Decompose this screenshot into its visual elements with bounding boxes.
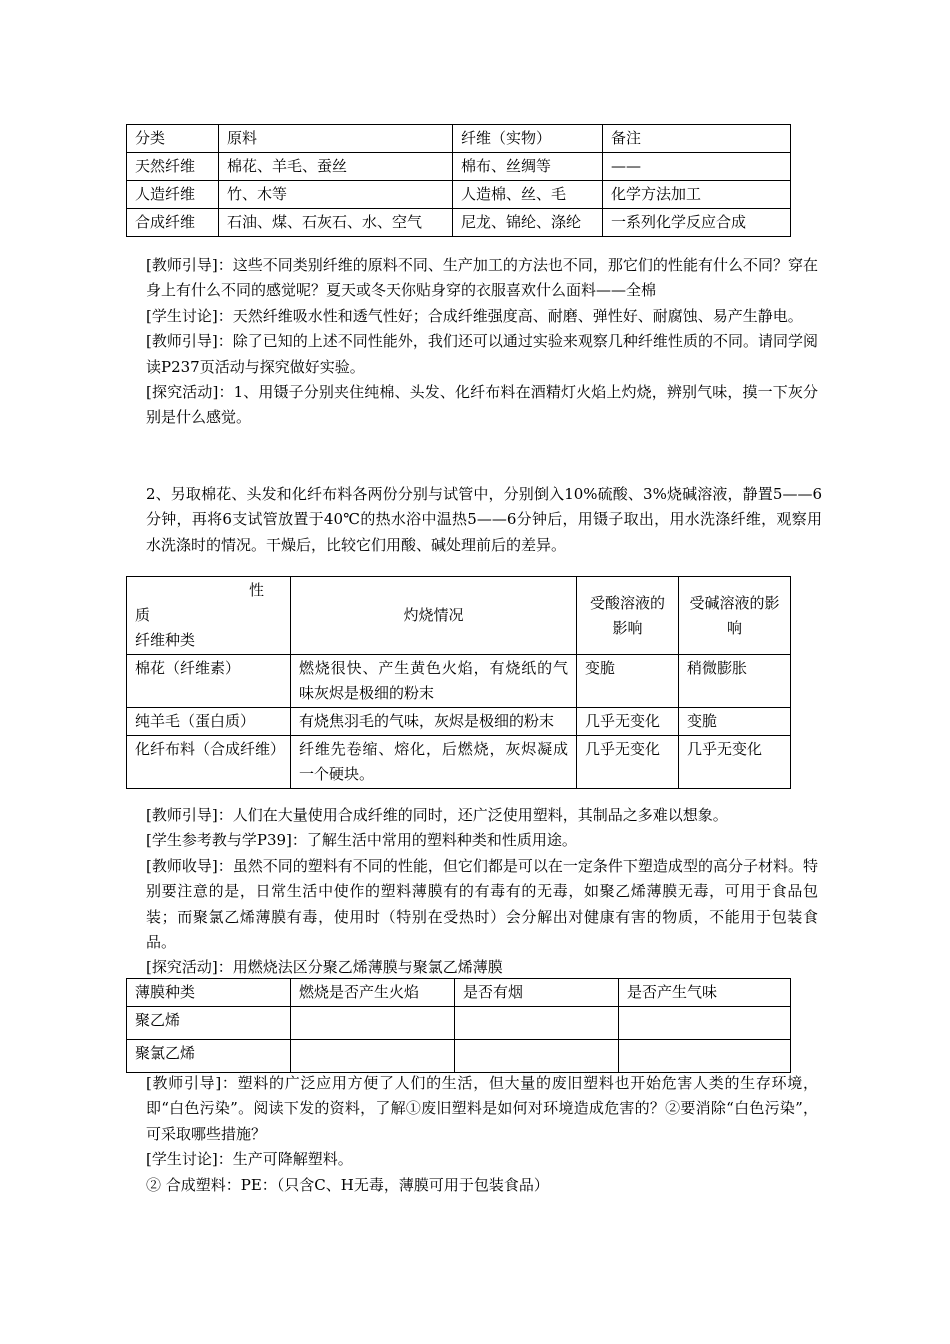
table-cell: 有烧焦羽毛的气味，灰烬是极细的粉末 xyxy=(291,708,577,736)
header-cell: 受酸溶液的影响 xyxy=(577,577,679,655)
table-cell: 天然纤维 xyxy=(127,153,219,181)
table-cell: 燃烧很快、产生黄色火焰，有烧纸的气味灰烬是极细的粉末 xyxy=(291,655,577,708)
table-cell: 人造纤维 xyxy=(127,181,219,209)
table-cell: 几乎无变化 xyxy=(577,736,679,789)
table-cell: 几乎无变化 xyxy=(577,708,679,736)
header-cell: 备注 xyxy=(603,125,791,153)
activity-paragraph: [探究活动]：1、用镊子分别夹住纯棉、头发、化纤布料在酒精灯火焰上灼烧，辨别气味，摸一下灰分别是什么感觉。 xyxy=(146,383,818,427)
table-cell: 合成纤维 xyxy=(127,209,219,237)
table-cell: 一系列化学反应合成 xyxy=(603,209,791,237)
table-row xyxy=(127,181,791,209)
activity-step-2: 2、另取棉花、头发和化纤布料各两份分别与试管中，分别倒入10%硫酸、3%烧碱溶液，静置5——6分钟，再将6支试管放置于40℃的热水浴中温热5——6分钟后，用镊子取出，用水洗涤纤维，观察用水洗涤时的情况。干燥后，比较它们用酸、碱处理前后的差异。 xyxy=(146,485,822,554)
table-cell: 尼龙、锦纶、涤纶 xyxy=(453,209,603,237)
empty-cell xyxy=(619,1007,791,1040)
activity-paragraph: [探究活动]：用燃烧法区分聚乙烯薄膜与聚氯乙烯薄膜 xyxy=(146,958,503,977)
student-discussion-paragraph: [学生讨论]：生产可降解塑料。 xyxy=(146,1150,353,1169)
table-row xyxy=(127,736,791,789)
table-header-row xyxy=(127,577,791,655)
table-row xyxy=(127,655,791,708)
empty-cell xyxy=(455,1007,619,1040)
empty-cell xyxy=(455,1040,619,1073)
header-cell: 纤维（实物） xyxy=(453,125,603,153)
table-cell: 聚氯乙烯 xyxy=(127,1040,291,1073)
table-cell: 人造棉、丝、毛 xyxy=(453,181,603,209)
header-cell: 原料 xyxy=(219,125,453,153)
empty-cell xyxy=(619,1040,791,1073)
corner-label-property: 性 xyxy=(248,581,264,599)
table-row xyxy=(127,209,791,237)
table-header-row xyxy=(127,125,791,153)
table-cell: —— xyxy=(603,153,791,181)
student-discussion-paragraph: [学生讨论]：天然纤维吸水性和透气性好；合成纤维强度高、耐磨、弹性好、耐腐蚀、易产生静电。 xyxy=(146,306,803,325)
header-cell: 分类 xyxy=(127,125,219,153)
header-cell: 是否有烟 xyxy=(455,979,619,1007)
table-cell: 竹、木等 xyxy=(219,181,453,209)
table-header-row xyxy=(127,979,791,1007)
teacher-summary-paragraph: [教师收导]：虽然不同的塑料有不同的性能，但它们都是可以在一定条件下塑造成型的高分子材料。特别要注意的是，日常生活中使作的塑料薄膜有的有毒有的无毒，如聚乙烯薄膜无毒，可用于食品包装；而聚氯乙烯薄膜有毒，使用时（特别在受热时）会分解出对健康有害的物质，不能用于包装食品。 xyxy=(146,856,818,952)
table-cell: 化纤布料（合成纤维） xyxy=(127,736,291,789)
table-cell: 棉花（纤维素） xyxy=(127,655,291,708)
corner-label-fiber-type: 纤维种类 xyxy=(135,631,196,649)
header-cell: 灼烧情况 xyxy=(291,577,577,655)
table-cell: 变脆 xyxy=(577,655,679,708)
table-cell: 棉花、羊毛、蚕丝 xyxy=(219,153,453,181)
header-cell: 是否产生气味 xyxy=(619,979,791,1007)
table-cell: 纯羊毛（蛋白质） xyxy=(127,708,291,736)
table-cell: 聚乙烯 xyxy=(127,1007,291,1040)
empty-cell xyxy=(291,1007,455,1040)
table-cell: 棉布、丝绸等 xyxy=(453,153,603,181)
table-cell: 变脆 xyxy=(679,708,791,736)
fiber-classification-table xyxy=(126,124,791,237)
table-row xyxy=(127,708,791,736)
table-cell: 几乎无变化 xyxy=(679,736,791,789)
teacher-guide-paragraph: [教师引导]：人们在大量使用合成纤维的同时，还广泛使用塑料，其制品之多难以想象。 xyxy=(146,806,728,824)
table-row xyxy=(127,1007,791,1040)
diagonal-header-cell xyxy=(127,577,291,655)
synthetic-plastic-paragraph: ② 合成塑料：PE：（只含C、H无毒，薄膜可用于包装食品） xyxy=(146,1175,549,1194)
table-cell: 稍微膨胀 xyxy=(679,655,791,708)
teacher-guide-paragraph: [教师引导]：除了已知的上述不同性能外，我们还可以通过实验来观察几种纤维性质的不同。请同学阅读P237页活动与探究做好实验。 xyxy=(146,332,818,376)
text-block-2 xyxy=(146,803,818,981)
student-reference-paragraph: [学生参考教与学P39]：了解生活中常用的塑料种类和性质用途。 xyxy=(146,831,577,850)
teacher-guide-paragraph: [教师引导]：这些不同类别纤维的原料不同、生产加工的方法也不同，那它们的性能有什么不同？穿在身上有什么不同的感觉呢？夏天或冬天你贴身穿的衣服喜欢什么面料——全棉 xyxy=(146,256,818,300)
film-test-table xyxy=(126,978,791,1073)
teacher-guide-paragraph: [教师引导]：塑料的广泛应用方便了人们的生活，但大量的废旧塑料也开始危害人类的生存环境，即“白色污染”。阅读下发的资料，了解①废旧塑料是如何对环境造成危害的？②要消除“白色污染”，可采取哪些措施？ xyxy=(146,1074,818,1143)
empty-cell xyxy=(291,1040,455,1073)
text-block-1 xyxy=(146,253,818,431)
table-row xyxy=(127,1040,791,1073)
table-cell: 化学方法加工 xyxy=(603,181,791,209)
header-cell: 薄膜种类 xyxy=(127,979,291,1007)
header-cell: 燃烧是否产生火焰 xyxy=(291,979,455,1007)
table-row xyxy=(127,153,791,181)
header-cell: 受碱溶液的影响 xyxy=(679,577,791,655)
fiber-properties-table xyxy=(126,576,791,789)
text-block-3 xyxy=(146,1071,818,1198)
table-cell: 石油、煤、石灰石、水、空气 xyxy=(219,209,453,237)
table-cell: 纤维先卷缩、熔化，后燃烧，灰烬凝成一个硬块。 xyxy=(291,736,577,789)
corner-label-property-2: 质 xyxy=(135,606,151,624)
